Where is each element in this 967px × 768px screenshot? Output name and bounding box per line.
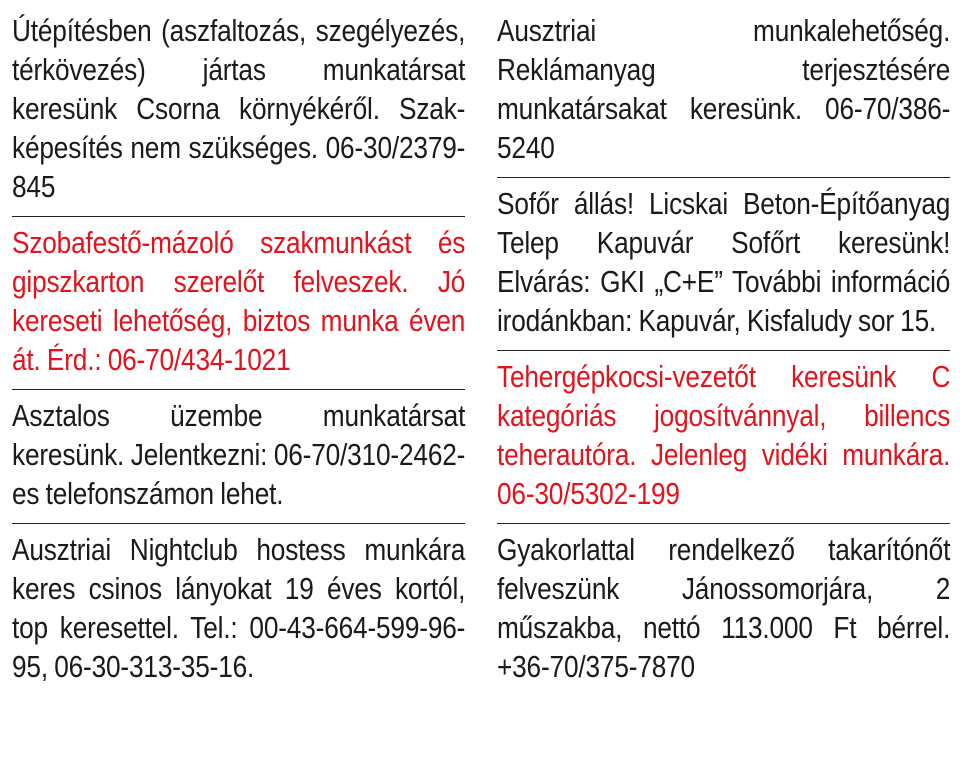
classified-ad <box>497 0 950 174</box>
ad-text: Asztalos üzembe munkatársat keresünk. Jelentkezni: 06-70/310-2462-es telefonszámon lehet. <box>12 399 466 511</box>
ad-text: Tehergépkocsi-vezetőt keresünk C kategóriás jogosítvánnyal, billencs teherautóra. Jelenleg vidéki munkára. 06-30/5302-199 <box>497 360 951 511</box>
ad-divider <box>497 350 950 351</box>
ad-divider <box>497 523 950 524</box>
ad-text: Útépítésben (aszfaltozás, szegélyezés, térkövezés) jártas munkatársat keresünk Csorna környékéről. Szak-képesítés nem szükséges. 06-30/2379-845 <box>12 14 466 204</box>
classified-ad <box>12 0 465 213</box>
ad-text: Szobafestő-mázoló szakmunkást és gipszkarton szerelőt felveszek. Jó kereseti lehetőség, biztos munka éven át. Érd.: 06-70/434-1021 <box>12 226 466 377</box>
ad-divider <box>12 523 465 524</box>
ad-text: Ausztriai munkalehetőség. Reklámanyag terjesztésére munkatársakat keresünk. 06-70/386-5240 <box>497 14 951 165</box>
ad-divider <box>497 177 950 178</box>
classified-ad <box>12 397 465 520</box>
ad-text: Ausztriai Nightclub hostess munkára keres csinos lányokat 19 éves kortól, top keresettel. Tel.: 00-43-664-599-96-95, 06-30-313-35-16. <box>12 533 466 684</box>
ad-text: Gyakorlattal rendelkező takarítónőt felveszünk Jánossomorjára, 2 műszakba, nettó 113.000 Ft bérrel. +36-70/375-7870 <box>497 533 951 684</box>
ad-divider <box>12 216 465 217</box>
classified-ad <box>12 224 465 386</box>
classified-ad <box>12 531 465 693</box>
classified-ad <box>497 185 950 347</box>
classified-ad <box>497 358 950 520</box>
classified-ad <box>497 531 950 693</box>
right-column <box>497 0 950 693</box>
ad-text: Sofőr állás! Licskai Beton-Építőanyag Telep Kapuvár Sofőrt keresünk! Elvárás: GKI „C+E” További információ irodánkban: Kapuvár, Kisfaludy sor 15. <box>497 187 951 338</box>
ad-divider <box>12 389 465 390</box>
left-column <box>12 0 465 693</box>
